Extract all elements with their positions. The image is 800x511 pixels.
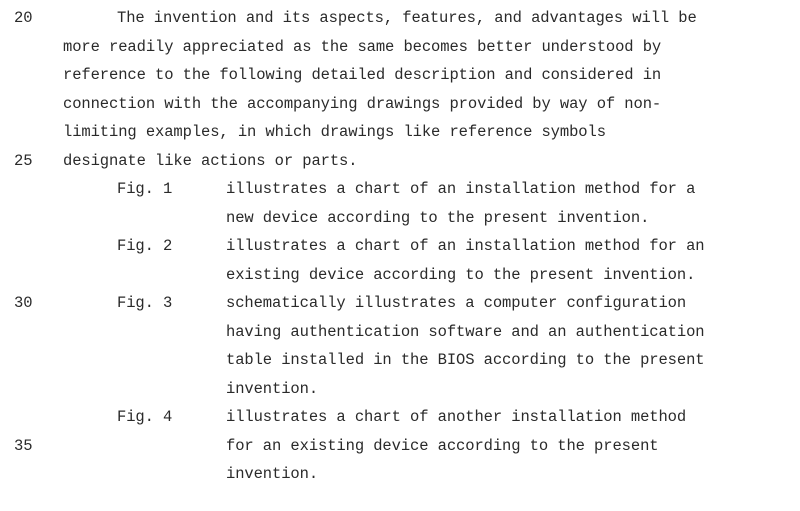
figure-description-line: schematically illustrates a computer configuration [226, 294, 687, 312]
paragraph-line: The invention and its aspects, features, and advantages will be [117, 9, 697, 27]
paragraph-line: more readily appreciated as the same becomes better understood by [63, 38, 662, 56]
line-number-20: 20 [14, 9, 33, 27]
paragraph-line: designate like actions or parts. [63, 152, 358, 170]
figure-description-line: illustrates a chart of another installation method [226, 408, 687, 426]
figure-label: Fig. 2 [117, 237, 173, 255]
figure-description-line: having authentication software and an authentication [226, 323, 705, 341]
figure-description-line: new device according to the present invention. [226, 209, 650, 227]
figure-label: Fig. 3 [117, 294, 173, 312]
figure-label: Fig. 1 [117, 180, 173, 198]
figure-description-line: invention. [226, 380, 319, 398]
figure-description-line: for an existing device according to the present [226, 437, 659, 455]
paragraph-line: limiting examples, in which drawings like reference symbols [63, 123, 606, 141]
line-number-25: 25 [14, 152, 33, 170]
line-number-35: 35 [14, 437, 33, 455]
figure-description-line: invention. [226, 465, 319, 483]
paragraph-line: connection with the accompanying drawings provided by way of non- [63, 95, 662, 113]
figure-description-line: illustrates a chart of an installation method for a [226, 180, 696, 198]
line-number-30: 30 [14, 294, 33, 312]
figure-label: Fig. 4 [117, 408, 173, 426]
figure-description-line: table installed in the BIOS according to the present [226, 351, 705, 369]
figure-description-line: existing device according to the present invention. [226, 266, 696, 284]
figure-description-line: illustrates a chart of an installation method for an [226, 237, 705, 255]
paragraph-line: reference to the following detailed description and considered in [63, 66, 662, 84]
